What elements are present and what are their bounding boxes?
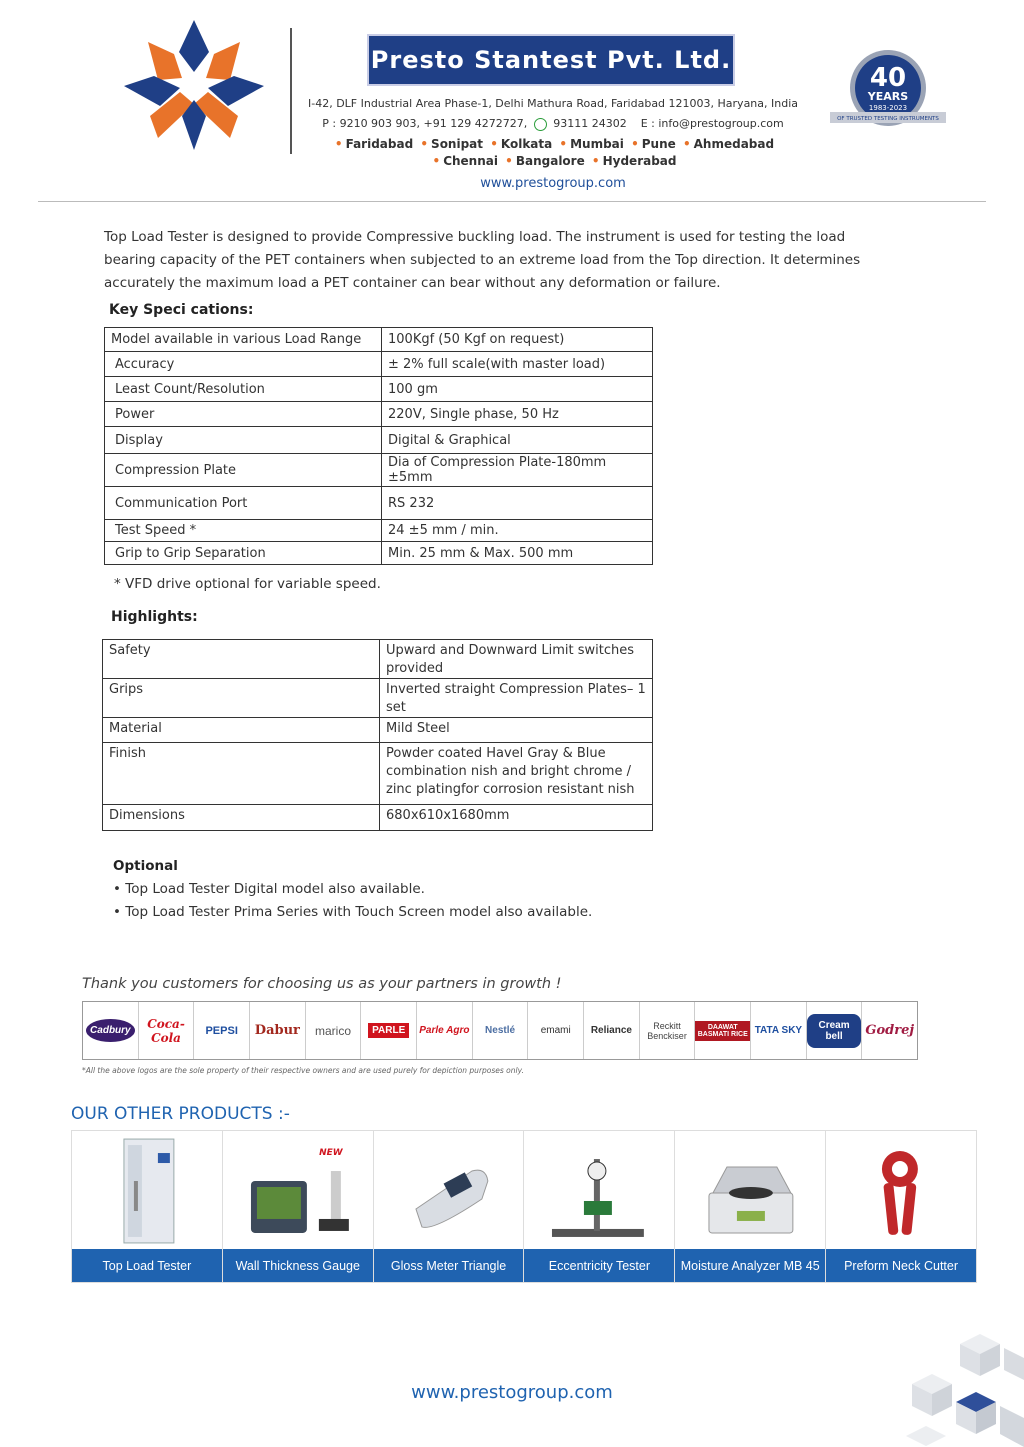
product-description: Top Load Tester is designed to provide Compressive buckling load. The instrument is used for testing the load bearing capacity of the PET containers when subjected to an extreme load from the Top direction. It determines accurately the maximum load a PET container can bear without any deformation or failure. [104,229,861,291]
client-name: Cream bell [807,1014,862,1048]
client-logo [862,1002,917,1059]
city: Hyderabad [602,154,677,168]
client-name: TATA SKY [754,1025,803,1036]
city: Pune [641,137,676,151]
client-name: Reliance [590,1025,632,1036]
email-address: E : info@prestogroup.com [640,117,784,130]
client-name: Godrej [865,1023,915,1038]
city: Mumbai [570,137,624,151]
client-name: PARLE [368,1023,409,1038]
gloss-meter-image [374,1131,524,1248]
spec-value: Min. 25 mm & Max. 500 mm [382,542,653,565]
badge-number: 40 [869,63,907,93]
table-row [105,520,653,542]
city-list-line1: • Faridabad • Sonipat • Kolkata • Mumbai • Pune • Ahmedabad [334,137,775,151]
whatsapp-number: 93111 24302 [553,117,627,130]
city: Sonipat [431,137,484,151]
decorative-cubes [896,1334,1024,1447]
table-row [105,427,653,454]
client-logo [361,1002,417,1059]
table-row [105,487,653,520]
table-row [105,377,653,402]
spec-value: Dia of Compression Plate-180mm ±5mm [382,454,653,487]
new-badge: NEW [318,1148,343,1159]
client-name: Cadbury [86,1019,135,1042]
table-row [103,679,653,718]
moisture-analyzer-image [675,1131,825,1248]
table-row [105,454,653,487]
other-products-title: OUR OTHER PRODUCTS :- [71,1104,290,1124]
footer-website-link[interactable]: www.prestogroup.com [411,1382,613,1403]
client-logo [807,1002,863,1059]
spec-title: Key Speci cations: [109,302,254,318]
client-logo [139,1002,195,1059]
product-label: Eccentricity Tester [524,1249,674,1282]
highlight-label: Material [103,718,380,743]
client-name: marico [315,1023,352,1038]
table-row [105,328,653,352]
city: Bangalore [515,154,585,168]
client-name: Parle Agro [419,1025,470,1036]
client-logo [194,1002,250,1059]
client-name: Coca-Cola [147,1016,185,1045]
header-rule [38,201,986,202]
badge-years: 1983-2023 [868,104,908,112]
product-card[interactable] [826,1131,976,1282]
table-row [103,718,653,743]
client-logo [306,1002,362,1059]
table-row [105,352,653,377]
whatsapp-icon [534,118,547,131]
website-link[interactable]: www.prestogroup.com [480,176,626,191]
product-card[interactable] [524,1131,675,1282]
product-label: Preform Neck Cutter [826,1249,976,1282]
logo-disclaimer: *All the above logos are the sole property of their respective owners and are used purely for depiction purposes only. [82,1066,524,1075]
spec-value: 100Kgf (50 Kgf on request) [382,328,653,352]
client-logo [83,1002,139,1059]
eccentricity-tester-image [524,1131,674,1248]
city: Faridabad [345,137,414,151]
product-gallery [71,1130,977,1283]
product-card[interactable] [223,1131,374,1282]
wall-thickness-gauge-image [223,1131,373,1248]
spec-label: Model available in various Load Range [105,328,382,352]
spec-label: Power [105,402,382,427]
spec-label: Grip to Grip Separation [105,542,382,565]
spec-value: 24 ±5 mm / min. [382,520,653,542]
spec-value: 100 gm [382,377,653,402]
client-logo [751,1002,807,1059]
product-label: Wall Thickness Gauge [223,1249,373,1282]
city: Kolkata [500,137,553,151]
client-logo [584,1002,640,1059]
highlights-title: Highlights: [111,609,198,625]
highlight-value: 680x610x1680mm [380,805,653,831]
badge-word: YEARS [867,90,909,103]
client-name: DAAWAT BASMATI RICE [695,1021,750,1041]
preform-neck-cutter-image [826,1131,976,1248]
phone-numbers: P : 9210 903 903, +91 129 4272727, [322,117,528,130]
city-list-line2: • Chennai • Bangalore • Hyderabad [432,154,677,168]
city: Chennai [443,154,498,168]
client-name: Dabur [254,1023,300,1038]
client-name: emami [540,1025,571,1036]
client-logo-strip [82,1001,918,1060]
city: Ahmedabad [693,137,775,151]
header-divider [290,28,292,154]
highlight-value: Inverted straight Compression Plates– 1 set [380,679,653,718]
product-card[interactable] [675,1131,826,1282]
company-name: Presto Stantest Pvt. Ltd. [369,36,733,84]
spec-value: Digital & Graphical [382,427,653,454]
highlight-label: Safety [103,640,380,679]
vfd-note: * VFD drive optional for variable speed. [114,576,381,592]
spec-label: Test Speed * [105,520,382,542]
company-address: I-42, DLF Industrial Area Phase-1, Delhi Mathura Road, Faridabad 121003, Haryana, India [307,97,799,110]
product-label: Top Load Tester [72,1249,222,1282]
spec-label: Communication Port [105,487,382,520]
client-logo [417,1002,473,1059]
highlight-label: Dimensions [103,805,380,831]
product-label: Moisture Analyzer MB 45 [675,1249,825,1282]
thanks-line: Thank you customers for choosing us as your partners in growth ! [82,976,562,992]
highlight-value: Mild Steel [380,718,653,743]
highlights-table [102,639,653,831]
optional-title: Optional [113,858,178,874]
table-row [105,542,653,565]
table-row [103,805,653,831]
client-logo [528,1002,584,1059]
table-row [105,402,653,427]
product-card[interactable] [374,1131,525,1282]
company-logo [124,20,264,150]
highlight-label: Finish [103,743,380,805]
client-logo [473,1002,529,1059]
spec-value: ± 2% full scale(with master load) [382,352,653,377]
client-logo [250,1002,306,1059]
product-label: Gloss Meter Triangle [374,1249,524,1282]
spec-value: RS 232 [382,487,653,520]
client-name: Reckitt Benckiser [647,1020,687,1041]
highlight-label: Grips [103,679,380,718]
optional-item: • Top Load Tester Digital model also available. [113,881,425,897]
badge-ribbon: OF TRUSTED TESTING INSTRUMENTS [837,116,939,122]
40-years-badge [828,48,948,134]
product-card[interactable] [72,1131,223,1282]
table-row [103,743,653,805]
table-row [103,640,653,679]
spec-label: Compression Plate [105,454,382,487]
highlight-value: Upward and Downward Limit switches provided [380,640,653,679]
spec-table [104,327,653,565]
highlight-value: Powder coated Havel Gray & Blue combination nish and bright chrome / zinc platingfor corrosion resistant nish [380,743,653,805]
spec-label: Accuracy [105,352,382,377]
client-logo [640,1002,696,1059]
client-logo [695,1002,751,1059]
client-name: PEPSI [205,1024,238,1037]
optional-item: • Top Load Tester Prima Series with Touch Screen model also available. [113,904,593,920]
spec-label: Display [105,427,382,454]
contact-line [300,117,806,131]
spec-value: 220V, Single phase, 50 Hz [382,402,653,427]
client-name: Nestlé [485,1025,516,1036]
top-load-tester-image [72,1131,222,1248]
spec-label: Least Count/Resolution [105,377,382,402]
